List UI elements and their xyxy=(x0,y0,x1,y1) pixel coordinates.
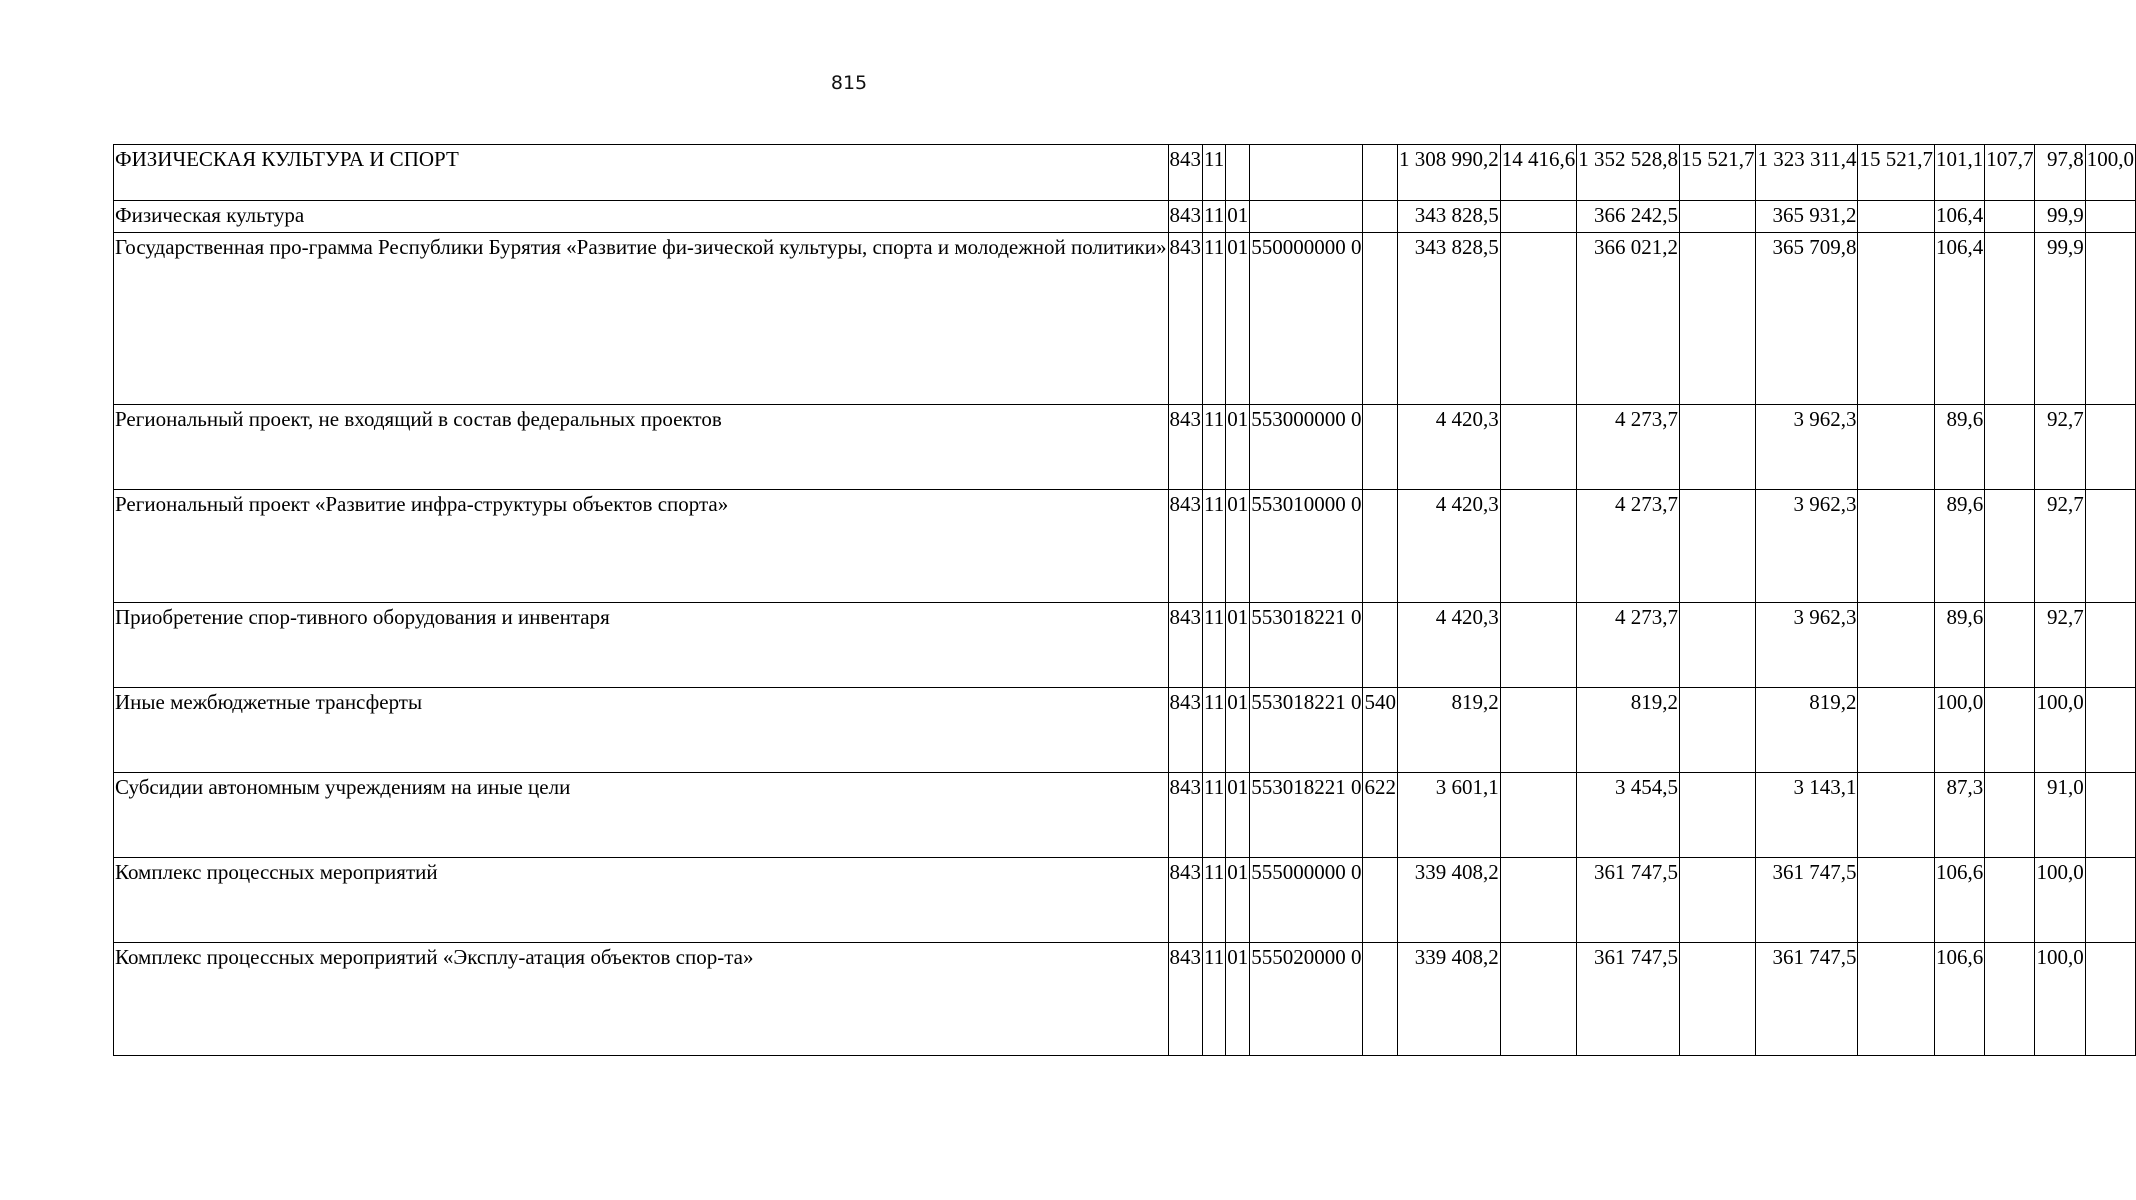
section-code: 11 xyxy=(1203,201,1226,233)
ministry-code: 843 xyxy=(1168,688,1203,773)
table-row xyxy=(114,858,2136,943)
row-name: Комплекс процессных мероприятий «Эксплу-атация объектов спор-та» xyxy=(114,943,1169,1056)
section-code: 11 xyxy=(1203,145,1226,201)
row-name: Государственная про-грамма Республики Бурятия «Развитие фи-зической культуры, спорта и молодежной политики» xyxy=(114,233,1169,405)
value-total-1: 4 420,3 xyxy=(1397,603,1500,688)
percent-4 xyxy=(2085,603,2135,688)
percent-3: 99,9 xyxy=(2035,233,2085,405)
expense-type-code xyxy=(1363,943,1398,1056)
section-code: 11 xyxy=(1203,405,1226,490)
percent-4 xyxy=(2085,405,2135,490)
table-row xyxy=(114,603,2136,688)
row-name: Региональный проект, не входящий в состав федеральных проектов xyxy=(114,405,1169,490)
subsection-code: 01 xyxy=(1226,773,1250,858)
ministry-code: 843 xyxy=(1168,145,1203,201)
value-total-2: 361 747,5 xyxy=(1577,858,1680,943)
value-federal-2 xyxy=(1679,490,1756,603)
row-name: Приобретение спор-тивного оборудования и инвентаря xyxy=(114,603,1169,688)
percent-2 xyxy=(1985,858,2035,943)
percent-2 xyxy=(1985,233,2035,405)
section-code: 11 xyxy=(1203,490,1226,603)
value-federal-1 xyxy=(1500,773,1577,858)
value-federal-3 xyxy=(1858,490,1935,603)
value-total-3: 365 709,8 xyxy=(1756,233,1858,405)
percent-3: 100,0 xyxy=(2035,858,2085,943)
value-total-3: 361 747,5 xyxy=(1756,943,1858,1056)
value-total-1: 339 408,2 xyxy=(1397,858,1500,943)
target-article-code: 553000000 0 xyxy=(1250,405,1363,490)
value-total-2: 4 273,7 xyxy=(1577,603,1680,688)
percent-2 xyxy=(1985,773,2035,858)
percent-1: 89,6 xyxy=(1934,603,1984,688)
target-article-code: 553010000 0 xyxy=(1250,490,1363,603)
subsection-code: 01 xyxy=(1226,201,1250,233)
percent-3: 100,0 xyxy=(2035,943,2085,1056)
table-row xyxy=(114,943,2136,1056)
percent-1: 100,0 xyxy=(1934,688,1984,773)
percent-1: 106,6 xyxy=(1934,858,1984,943)
value-total-3: 3 962,3 xyxy=(1756,490,1858,603)
value-federal-1 xyxy=(1500,858,1577,943)
value-federal-3 xyxy=(1858,233,1935,405)
target-article-code: 553018221 0 xyxy=(1250,773,1363,858)
table-row xyxy=(114,773,2136,858)
page-number: 815 xyxy=(830,72,868,94)
percent-3: 99,9 xyxy=(2035,201,2085,233)
subsection-code: 01 xyxy=(1226,858,1250,943)
row-name: Региональный проект «Развитие инфра-структуры объектов спорта» xyxy=(114,490,1169,603)
percent-3: 92,7 xyxy=(2035,405,2085,490)
value-federal-3 xyxy=(1858,773,1935,858)
value-federal-3 xyxy=(1858,943,1935,1056)
percent-4: 100,0 xyxy=(2085,145,2135,201)
ministry-code: 843 xyxy=(1168,490,1203,603)
value-total-2: 4 273,7 xyxy=(1577,405,1680,490)
percent-2 xyxy=(1985,490,2035,603)
value-federal-3 xyxy=(1858,201,1935,233)
percent-2 xyxy=(1985,405,2035,490)
subsection-code: 01 xyxy=(1226,943,1250,1056)
row-name: Физическая культура xyxy=(114,201,1169,233)
subsection-code: 01 xyxy=(1226,233,1250,405)
section-code: 11 xyxy=(1203,858,1226,943)
percent-1: 89,6 xyxy=(1934,490,1984,603)
value-total-1: 3 601,1 xyxy=(1397,773,1500,858)
subsection-code: 01 xyxy=(1226,688,1250,773)
value-federal-1 xyxy=(1500,490,1577,603)
percent-1: 106,6 xyxy=(1934,943,1984,1056)
row-name: ФИЗИЧЕСКАЯ КУЛЬТУРА И СПОРТ xyxy=(114,145,1169,201)
expense-type-code xyxy=(1363,490,1398,603)
value-total-2: 4 273,7 xyxy=(1577,490,1680,603)
percent-4 xyxy=(2085,688,2135,773)
value-total-2: 819,2 xyxy=(1577,688,1680,773)
value-federal-3 xyxy=(1858,603,1935,688)
section-code: 11 xyxy=(1203,773,1226,858)
ministry-code: 843 xyxy=(1168,233,1203,405)
value-total-3: 3 962,3 xyxy=(1756,603,1858,688)
row-name: Комплекс процессных мероприятий xyxy=(114,858,1169,943)
value-federal-3: 15 521,7 xyxy=(1858,145,1935,201)
subsection-code: 01 xyxy=(1226,603,1250,688)
percent-1: 87,3 xyxy=(1934,773,1984,858)
subsection-code: 01 xyxy=(1226,490,1250,603)
percent-1: 101,1 xyxy=(1934,145,1984,201)
percent-2: 107,7 xyxy=(1985,145,2035,201)
value-federal-2 xyxy=(1679,858,1756,943)
value-federal-3 xyxy=(1858,405,1935,490)
value-total-3: 3 143,1 xyxy=(1756,773,1858,858)
row-name: Субсидии автономным учреждениям на иные цели xyxy=(114,773,1169,858)
ministry-code: 843 xyxy=(1168,858,1203,943)
ministry-code: 843 xyxy=(1168,405,1203,490)
value-total-2: 366 242,5 xyxy=(1577,201,1680,233)
percent-2 xyxy=(1985,603,2035,688)
table-row xyxy=(114,145,2136,201)
percent-4 xyxy=(2085,773,2135,858)
table-row xyxy=(114,233,2136,405)
target-article-code: 553018221 0 xyxy=(1250,688,1363,773)
ministry-code: 843 xyxy=(1168,773,1203,858)
percent-4 xyxy=(2085,858,2135,943)
target-article-code: 550000000 0 xyxy=(1250,233,1363,405)
value-federal-1 xyxy=(1500,201,1577,233)
percent-3: 91,0 xyxy=(2035,773,2085,858)
value-federal-2: 15 521,7 xyxy=(1679,145,1756,201)
section-code: 11 xyxy=(1203,603,1226,688)
target-article-code: 553018221 0 xyxy=(1250,603,1363,688)
value-total-1: 4 420,3 xyxy=(1397,490,1500,603)
percent-1: 106,4 xyxy=(1934,233,1984,405)
value-federal-2 xyxy=(1679,773,1756,858)
percent-3: 92,7 xyxy=(2035,490,2085,603)
value-total-1: 343 828,5 xyxy=(1397,201,1500,233)
value-total-2: 1 352 528,8 xyxy=(1577,145,1680,201)
percent-2 xyxy=(1985,201,2035,233)
value-total-1: 1 308 990,2 xyxy=(1397,145,1500,201)
expense-type-code xyxy=(1363,233,1398,405)
target-article-code: 555020000 0 xyxy=(1250,943,1363,1056)
value-total-3: 361 747,5 xyxy=(1756,858,1858,943)
value-federal-1 xyxy=(1500,603,1577,688)
expense-type-code: 622 xyxy=(1363,773,1398,858)
target-article-code xyxy=(1250,201,1363,233)
expense-type-code xyxy=(1363,858,1398,943)
section-code: 11 xyxy=(1203,688,1226,773)
value-federal-3 xyxy=(1858,688,1935,773)
percent-4 xyxy=(2085,943,2135,1056)
percent-4 xyxy=(2085,233,2135,405)
value-total-3: 3 962,3 xyxy=(1756,405,1858,490)
percent-3: 100,0 xyxy=(2035,688,2085,773)
value-total-1: 819,2 xyxy=(1397,688,1500,773)
value-federal-2 xyxy=(1679,688,1756,773)
percent-1: 89,6 xyxy=(1934,405,1984,490)
percent-4 xyxy=(2085,201,2135,233)
value-total-3: 819,2 xyxy=(1756,688,1858,773)
percent-4 xyxy=(2085,490,2135,603)
table-row xyxy=(114,405,2136,490)
ministry-code: 843 xyxy=(1168,943,1203,1056)
target-article-code: 555000000 0 xyxy=(1250,858,1363,943)
value-federal-1: 14 416,6 xyxy=(1500,145,1577,201)
expense-type-code xyxy=(1363,145,1398,201)
value-federal-1 xyxy=(1500,943,1577,1056)
value-total-2: 366 021,2 xyxy=(1577,233,1680,405)
ministry-code: 843 xyxy=(1168,603,1203,688)
value-federal-1 xyxy=(1500,233,1577,405)
subsection-code: 01 xyxy=(1226,405,1250,490)
row-name: Иные межбюджетные трансферты xyxy=(114,688,1169,773)
value-federal-3 xyxy=(1858,858,1935,943)
percent-3: 97,8 xyxy=(2035,145,2085,201)
value-total-1: 343 828,5 xyxy=(1397,233,1500,405)
target-article-code xyxy=(1250,145,1363,201)
value-federal-2 xyxy=(1679,943,1756,1056)
value-total-2: 361 747,5 xyxy=(1577,943,1680,1056)
percent-2 xyxy=(1985,943,2035,1056)
value-federal-2 xyxy=(1679,233,1756,405)
value-total-3: 365 931,2 xyxy=(1756,201,1858,233)
expense-type-code xyxy=(1363,201,1398,233)
percent-2 xyxy=(1985,688,2035,773)
value-total-1: 4 420,3 xyxy=(1397,405,1500,490)
ministry-code: 843 xyxy=(1168,201,1203,233)
table-row xyxy=(114,201,2136,233)
expense-type-code xyxy=(1363,603,1398,688)
expense-type-code: 540 xyxy=(1363,688,1398,773)
value-federal-2 xyxy=(1679,405,1756,490)
section-code: 11 xyxy=(1203,943,1226,1056)
expense-type-code xyxy=(1363,405,1398,490)
percent-1: 106,4 xyxy=(1934,201,1984,233)
percent-3: 92,7 xyxy=(2035,603,2085,688)
table-row xyxy=(114,688,2136,773)
budget-table xyxy=(113,144,2136,1056)
value-total-3: 1 323 311,4 xyxy=(1756,145,1858,201)
value-federal-2 xyxy=(1679,603,1756,688)
value-total-2: 3 454,5 xyxy=(1577,773,1680,858)
subsection-code xyxy=(1226,145,1250,201)
value-federal-1 xyxy=(1500,688,1577,773)
table-row xyxy=(114,490,2136,603)
value-total-1: 339 408,2 xyxy=(1397,943,1500,1056)
section-code: 11 xyxy=(1203,233,1226,405)
value-federal-2 xyxy=(1679,201,1756,233)
value-federal-1 xyxy=(1500,405,1577,490)
